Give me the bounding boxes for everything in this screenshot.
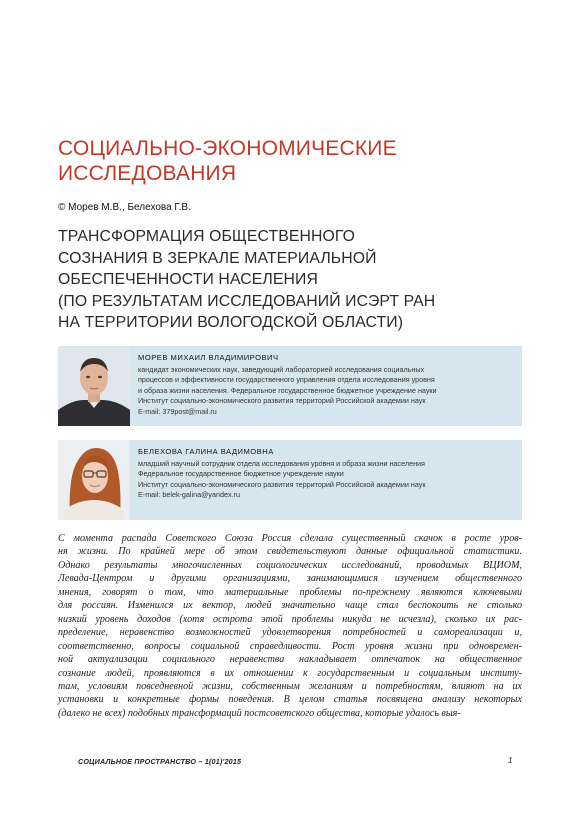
section-title-line: ИССЛЕДОВАНИЯ — [58, 162, 237, 185]
author-detail-line: Федеральное государственное бюджетное учреждение науки — [138, 469, 344, 479]
author-portrait-image — [58, 440, 130, 520]
abstract-line: мнения, говорят о том, что материальные проблемы по-прежнему являются ключевыми — [58, 586, 522, 598]
author-detail-line: процессов и эффективности государственного управления отдела исследования уровня — [138, 375, 435, 385]
author-email: E-mail: 379post@mail.ru — [138, 406, 217, 416]
abstract-line: С момента распада Советского Союза Россия сделала существенный скачок в росте уров- — [58, 533, 522, 544]
author-photo — [58, 440, 130, 520]
article-title-line: (ПО РЕЗУЛЬТАТАМ ИССЛЕДОВАНИЙ ИСЭРТ РАН — [58, 292, 436, 310]
abstract-line: Левада-Центром и другими организациями, занимающимися изучением общественного — [58, 573, 522, 585]
author-detail-line: и образа жизни населения. Федеральное государственное бюджетное учреждение науки — [138, 385, 437, 395]
abstract-line: ня жизни. По крайней мере об этом свидетельствуют данные официальной статистики. — [58, 546, 522, 558]
abstract-line: пределение, неравенство возможностей удовлетворения потребностей и самореализации и, — [58, 627, 522, 639]
article-title-line: ОБЕСПЕЧЕННОСТИ НАСЕЛЕНИЯ — [58, 271, 318, 288]
author-info — [138, 447, 518, 501]
article-title-line: ТРАНСФОРМАЦИЯ ОБЩЕСТВЕННОГО — [58, 228, 356, 245]
abstract-line: для россиян. Изменился их вектор, людей значительно чаще стал беспокоить не столько — [58, 600, 522, 612]
copyright-authors: © Морев М.В., Белехова Г.В. — [58, 202, 191, 213]
abstract-line: ной актуализации социального неравенства накладывает отпечаток на общественное — [58, 654, 522, 666]
author-name: МОРЕВ МИХАИЛ ВЛАДИМИРОВИЧ — [138, 353, 279, 362]
article-title — [58, 226, 528, 334]
page-number: 1 — [508, 756, 513, 765]
author-detail-line: младший научный сотрудник отдела исследования уровня и образа жизни населения — [138, 458, 425, 468]
abstract-line: Однако результаты многочисленных социологических исследований, проводимых ВЦИОМ, — [58, 559, 522, 571]
journal-footer: СОЦИАЛЬНОЕ ПРОСТРАНСТВО – 1(01)'2015 — [78, 757, 242, 766]
author-email: E-mail: belek-galina@yandex.ru — [138, 490, 240, 500]
article-title-line: СОЗНАНИЯ В ЗЕРКАЛЕ МАТЕРИАЛЬНОЙ — [58, 249, 377, 267]
author-panel-morev — [58, 346, 522, 426]
abstract-line: там, условиям повседневной жизни, собственным желаниям и потребностям, влияют на их — [58, 680, 522, 692]
author-detail-line: Институт социально-экономического развития территорий Российской академии наук — [138, 479, 426, 489]
author-photo — [58, 346, 130, 426]
author-info — [138, 353, 518, 418]
section-title-line: СОЦИАЛЬНО-ЭКОНОМИЧЕСКИЕ — [58, 137, 397, 160]
author-name: БЕЛЕХОВА ГАЛИНА ВАДИМОВНА — [138, 447, 274, 456]
abstract-line: установки и конкретные формы поведения. В целом статья посвящена анализу некоторых — [58, 694, 522, 706]
abstract-line: соответственно, вопросы социальной справедливости. Рост уровня жизни при одновремен- — [58, 640, 522, 652]
author-panel-belekhova — [58, 440, 522, 520]
abstract-text — [58, 532, 522, 720]
author-detail-line: Институт социально-экономического развития территорий Российской академии наук — [138, 396, 426, 406]
article-title-line: НА ТЕРРИТОРИИ ВОЛОГОДСКОЙ ОБЛАСТИ) — [58, 314, 404, 331]
abstract-line: низкий уровень доходов (хотя острота этой проблемы никуда не исчезла), сколько их рас- — [58, 613, 522, 625]
abstract-line: (далеко не всех) подобных трансформаций постсоветского общества, которые удалось выя- — [58, 707, 461, 719]
abstract-line: сознание людей, проявляются в их отношении к государственным и социальным институ- — [58, 667, 522, 679]
author-portrait-image — [58, 346, 130, 426]
section-title — [58, 136, 528, 186]
author-detail-line: кандидат экономических наук, заведующий лабораторией исследования социальных — [138, 364, 425, 374]
